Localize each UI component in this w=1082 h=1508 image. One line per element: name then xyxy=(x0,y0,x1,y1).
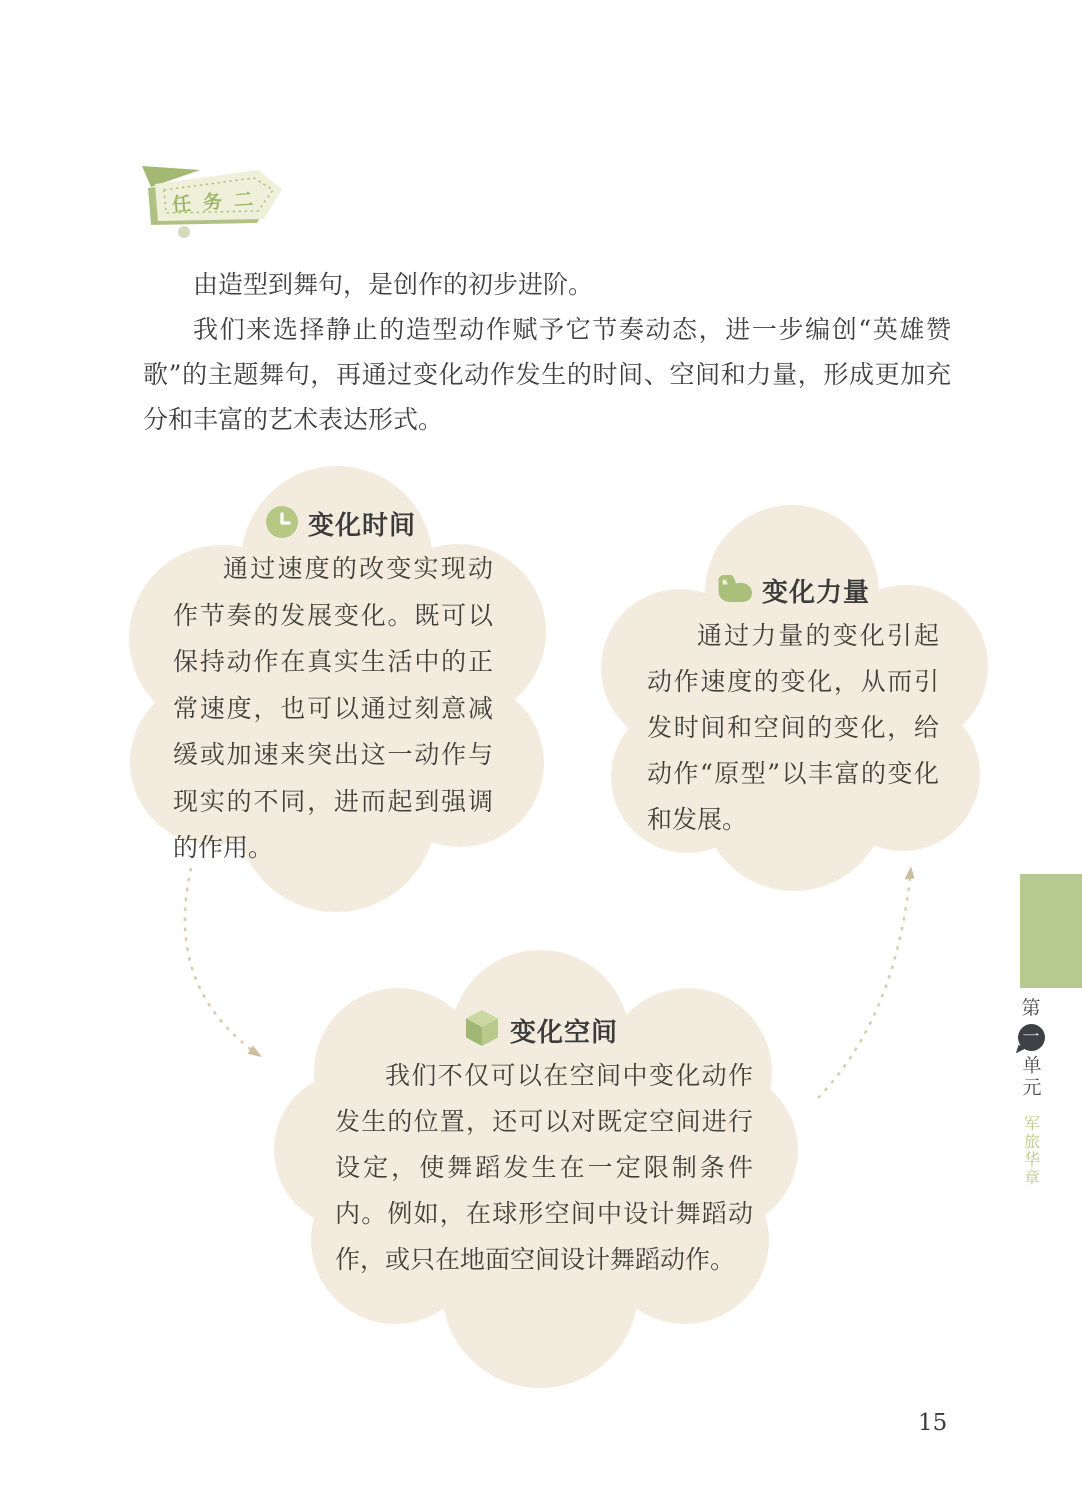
task-banner-label: 任务二 xyxy=(171,187,266,217)
cloud-space-header xyxy=(464,1009,618,1051)
cloud-force-title: 变化力量 xyxy=(762,578,871,608)
cloud-space-title: 变化空间 xyxy=(510,1017,619,1048)
unit-title: 军旅华章 xyxy=(1021,1114,1041,1187)
sidebar-unit-label xyxy=(1013,997,1049,1187)
clock-icon xyxy=(266,506,298,542)
unit-prefix: 第 xyxy=(1021,997,1041,1019)
arrow-space-to-force xyxy=(818,866,915,1098)
sidebar-accent-bar xyxy=(1020,874,1082,988)
page-number: 15 xyxy=(918,1410,948,1436)
cloud-time-header xyxy=(266,505,416,542)
cube-icon xyxy=(464,1009,500,1051)
cloud-space-body: 我们不仅可以在空间中变化动作发生的位置，还可以对既定空间进行设定，使舞蹈发生在一定限制条件内。例如，在球形空间中设计舞蹈动作，或只在地面空间设计舞蹈动作。 xyxy=(335,1061,753,1274)
intro-text xyxy=(143,262,951,442)
muscle-icon xyxy=(716,573,752,609)
cloud-time-body: 通过速度的改变实现动作节奏的发展变化。既可以保持动作在真实生活中的正常速度，也可以通过刻意减缓或加速来突出这一动作与现实的不同，进而起到强调的作用。 xyxy=(173,554,493,862)
unit-number-badge xyxy=(1018,1024,1045,1051)
intro-paragraph-1: 由造型到舞句，是创作的初步进阶。 xyxy=(193,270,594,299)
intro-paragraph-2: 我们来选择静止的造型动作赋予它节奏动态，进一步编创“英雄赞歌”的主题舞句，再通过变化动作发生的时间、空间和力量，形成更加充分和丰富的艺术表达形式。 xyxy=(143,315,951,434)
unit-number: 一 xyxy=(1022,1026,1040,1047)
cloud-force-header xyxy=(716,572,870,609)
arrow-time-to-space xyxy=(185,868,262,1057)
unit-suffix: 单元 xyxy=(1019,1054,1042,1099)
cloud-time-title: 变化时间 xyxy=(308,511,417,541)
cloud-force-body: 通过力量的变化引起动作速度的变化，从而引发时间和空间的变化，给动作“原型”以丰富的变化和发展。 xyxy=(647,621,939,834)
